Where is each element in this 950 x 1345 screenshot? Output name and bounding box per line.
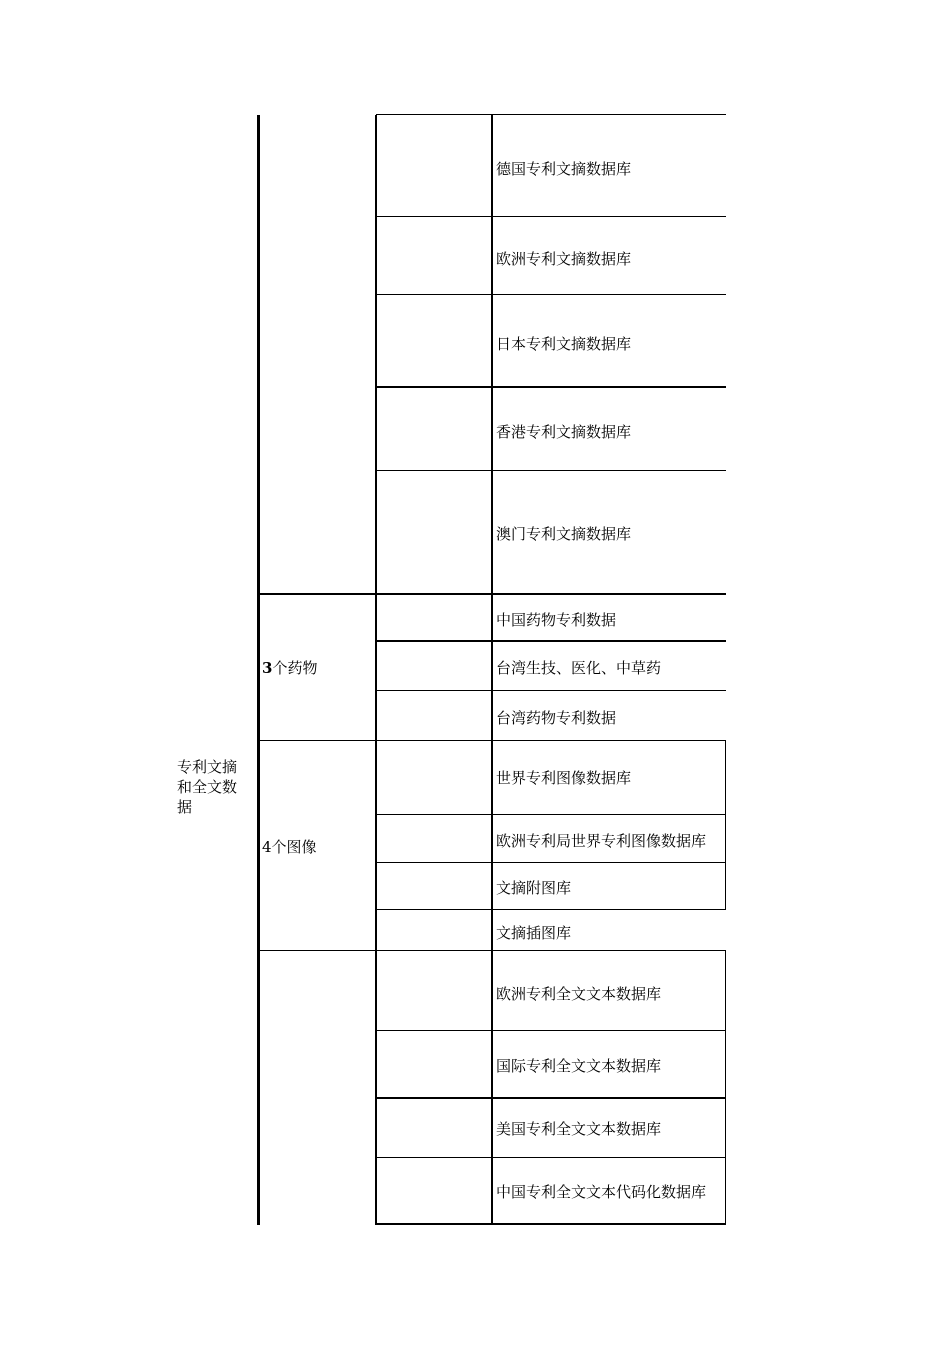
row-border bbox=[376, 470, 726, 471]
group-border bbox=[258, 950, 726, 951]
col-border-3 bbox=[491, 115, 493, 1225]
group-label-images: 4个图像 bbox=[262, 838, 317, 856]
database-name: 德国专利文摘数据库 bbox=[496, 160, 632, 178]
database-name: 欧洲专利局世界专利图像数据库 bbox=[496, 832, 707, 850]
group-drugs-count: 3 bbox=[262, 659, 273, 677]
row-border bbox=[376, 216, 726, 217]
group-drugs-text: 个药物 bbox=[272, 659, 318, 677]
row-border bbox=[376, 862, 726, 863]
row-border bbox=[376, 909, 726, 910]
col-border-right-images bbox=[725, 740, 726, 910]
database-name: 文摘插图库 bbox=[496, 924, 572, 942]
database-name: 香港专利文摘数据库 bbox=[496, 423, 632, 441]
database-name: 美国专利全文文本数据库 bbox=[496, 1120, 662, 1138]
row-border bbox=[376, 1097, 726, 1099]
row-border bbox=[376, 1157, 726, 1158]
row-border-bottom bbox=[376, 1223, 726, 1225]
database-name: 欧洲专利文摘数据库 bbox=[496, 250, 632, 268]
database-name: 台湾生技、医化、中草药 bbox=[496, 659, 662, 677]
row-border bbox=[376, 294, 726, 295]
group-border bbox=[258, 593, 726, 595]
database-name: 日本专利文摘数据库 bbox=[496, 335, 632, 353]
database-name: 国际专利全文文本数据库 bbox=[496, 1057, 662, 1075]
row-border bbox=[376, 640, 726, 642]
database-name: 文摘附图库 bbox=[496, 879, 572, 897]
row-border bbox=[376, 1030, 726, 1031]
col-border-left-thick bbox=[257, 115, 260, 1225]
database-name: 中国药物专利数据 bbox=[496, 611, 617, 629]
database-name: 欧洲专利全文文本数据库 bbox=[496, 985, 662, 1003]
database-name: 台湾药物专利数据 bbox=[496, 709, 617, 727]
col-border-2 bbox=[375, 115, 377, 1225]
col-border-right-fulltext bbox=[725, 951, 726, 1225]
row-border bbox=[376, 814, 726, 815]
row-border bbox=[376, 690, 726, 691]
database-name: 世界专利图像数据库 bbox=[496, 769, 632, 787]
database-name: 澳门专利文摘数据库 bbox=[496, 525, 632, 543]
category-label: 专利文摘和全文数据 bbox=[177, 758, 238, 816]
group-label-drugs bbox=[262, 658, 317, 678]
database-name: 中国专利全文文本代码化数据库 bbox=[496, 1183, 707, 1201]
row-border bbox=[376, 114, 726, 115]
row-border bbox=[376, 386, 726, 388]
group-border bbox=[258, 740, 726, 741]
